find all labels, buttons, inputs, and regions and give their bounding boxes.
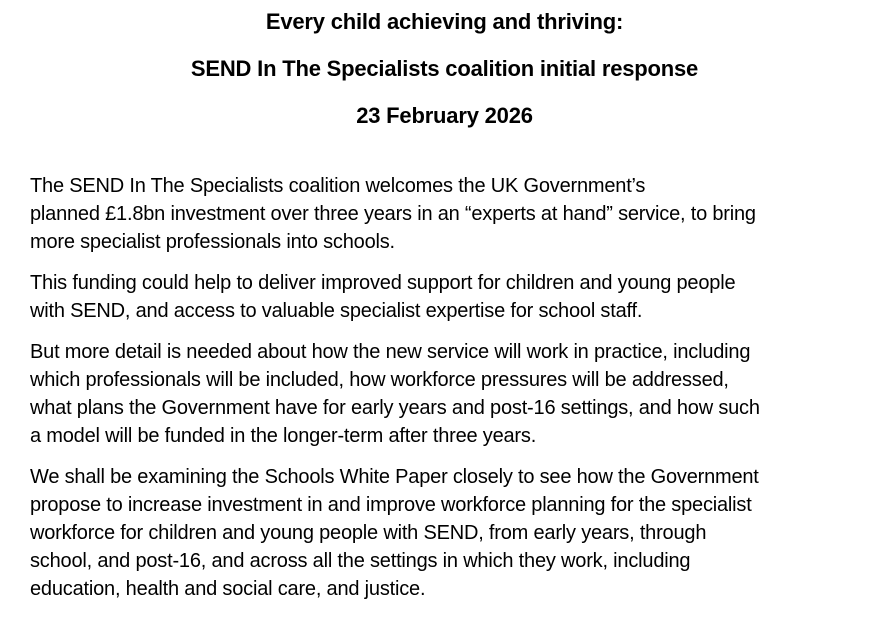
document-header	[0, 0, 889, 129]
paragraph-line: We shall be examining the Schools White Paper closely to see how the Government	[30, 466, 759, 488]
paragraph-line: school, and post-16, and across all the settings in which they work, including	[30, 550, 691, 572]
paragraph-line: more specialist professionals into schools.	[30, 231, 395, 253]
paragraph-2	[30, 269, 867, 325]
paragraph-line: But more detail is needed about how the new service will work in practice, including	[30, 341, 751, 363]
paragraph-line: planned £1.8bn investment over three years in an “experts at hand” service, to bring	[30, 203, 756, 225]
paragraph-line: which professionals will be included, how workforce pressures will be addressed,	[30, 369, 729, 391]
document-title: Every child achieving and thriving:	[265, 9, 624, 34]
paragraph-line: what plans the Government have for early years and post-16 settings, and how such	[30, 397, 760, 419]
paragraph-line: propose to increase investment in and improve workforce planning for the specialist	[30, 494, 752, 516]
paragraph-4	[30, 463, 867, 603]
paragraph-3	[30, 338, 867, 450]
paragraph-line: with SEND, and access to valuable specialist expertise for school staff.	[30, 300, 643, 322]
document-body	[0, 172, 889, 603]
paragraph-line: a model will be funded in the longer-term after three years.	[30, 425, 537, 447]
paragraph-line: This funding could help to deliver improved support for children and young people	[30, 272, 736, 294]
document-subtitle: SEND In The Specialists coalition initial response	[190, 56, 699, 81]
paragraph-line: The SEND In The Specialists coalition welcomes the UK Government’s	[30, 175, 646, 197]
paragraph-line: education, health and social care, and justice.	[30, 578, 426, 600]
paragraph-1	[30, 172, 867, 256]
document-date: 23 February 2026	[356, 103, 533, 128]
paragraph-line: workforce for children and young people with SEND, from early years, through	[30, 522, 707, 544]
